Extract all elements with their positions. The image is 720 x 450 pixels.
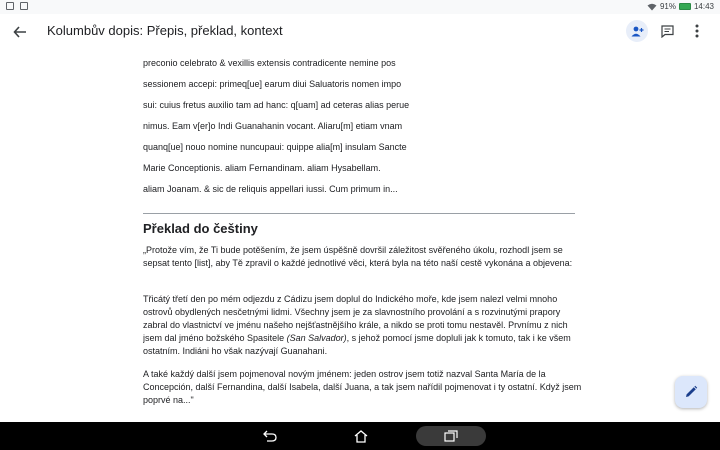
person-add-icon [631, 26, 644, 37]
page-title: Kolumbův dopis: Přepis, překlad, kontext [47, 23, 283, 38]
latin-line: quanq[ue] nouo nomine nuncupaui: quippe alia[m] insulam Sancte [143, 142, 407, 152]
more-options-button[interactable] [686, 20, 708, 42]
nav-recents-button[interactable] [416, 426, 486, 446]
notification-icon [6, 2, 14, 10]
translation-heading: Překlad do češtiny [143, 221, 258, 236]
top-actions [626, 20, 708, 42]
app-bar [0, 14, 720, 50]
image-icon [20, 2, 28, 10]
battery-percent: 91% [659, 2, 676, 11]
edit-pencil-icon [684, 385, 698, 399]
nav-back-button[interactable] [258, 426, 282, 446]
battery-icon [679, 3, 691, 10]
status-time: 14:43 [693, 2, 714, 11]
status-left-icons [6, 2, 28, 10]
translation-paragraph: A také každý další jsem pojmenoval novým jménem: jeden ostrov jsem totiž nazval Santa María de la Concepción, další Fernandina, další Isabela, další Juana, a tak jsem nařídil pojmenovat i ty ostatní. Když jsem poprvé na..." [143, 369, 582, 405]
latin-line: nimus. Eam v[er]o Indi Guanahanin vocant. Aliaru[m] etiam vnam [143, 121, 403, 131]
paragraph-italic: (San Salvador) [286, 333, 347, 343]
back-button[interactable] [10, 22, 30, 42]
latin-line: preconio celebrato & vexillis extensis contradicente nemine pos [143, 58, 396, 68]
translation-paragraph [143, 293, 583, 358]
latin-line: Marie Conceptionis. aliam Fernandinam. aliam Hysabellam. [143, 163, 381, 173]
system-nav-bar [0, 422, 720, 450]
nav-back-icon [263, 430, 277, 442]
translation-paragraph: „Protože vím, že Ti bude potěšením, že jsem úspěšně dovršil záležitost svěřeného úkolu, rozhodl jsem se sepsat tento [list], aby Tě zpravil o každé jednotlivé věci, která byla na této naší cestě vykonána a objevena: [143, 245, 573, 268]
document-body[interactable] [143, 50, 583, 420]
comments-button[interactable] [656, 20, 678, 42]
latin-line: aliam Joanam. & sic de reliquis appellari iussi. Cum primum in... [143, 184, 398, 194]
comment-icon [661, 25, 674, 38]
latin-line: sessionem accepi: primeq[ue] earum diui Saluatoris nomen impo [143, 79, 402, 89]
share-button[interactable] [626, 20, 648, 42]
status-bar [0, 0, 720, 14]
nav-recents-icon [444, 430, 458, 442]
nav-home-button[interactable] [349, 426, 373, 446]
more-vert-icon [695, 24, 699, 38]
paragraph-text: Třicátý třetí den po mém odjezdu z Cádizu jsem doplul do Indického moře, kde jsem nalezl velmi mnoho ostrovů obydlených nesčetnými lidmi. Všechny jsem je za slavnostního provolání a s rozvinutými prapory zabral do vlastnictví ve jménu našeho nejšťastnějšího krále, a nikdo se proti tomu nestavěl. Prvnímu z nich jsem dal jméno božského Spasitele [143, 294, 568, 343]
status-right [647, 2, 714, 11]
paragraph-text: , s jehož pomocí jsme dopluli jak k tomuto, tak i ke všem ostatním. Indiáni ho však nazývají Guanahani. [143, 333, 571, 356]
nav-home-icon [354, 430, 368, 443]
section-divider [143, 213, 575, 214]
latin-line: sui: cuius fretus auxilio tam ad hanc: q[uam] ad ceteras alias perue [143, 100, 410, 110]
back-arrow-icon [13, 25, 27, 39]
edit-fab[interactable] [675, 376, 707, 408]
wifi-icon [647, 3, 657, 11]
